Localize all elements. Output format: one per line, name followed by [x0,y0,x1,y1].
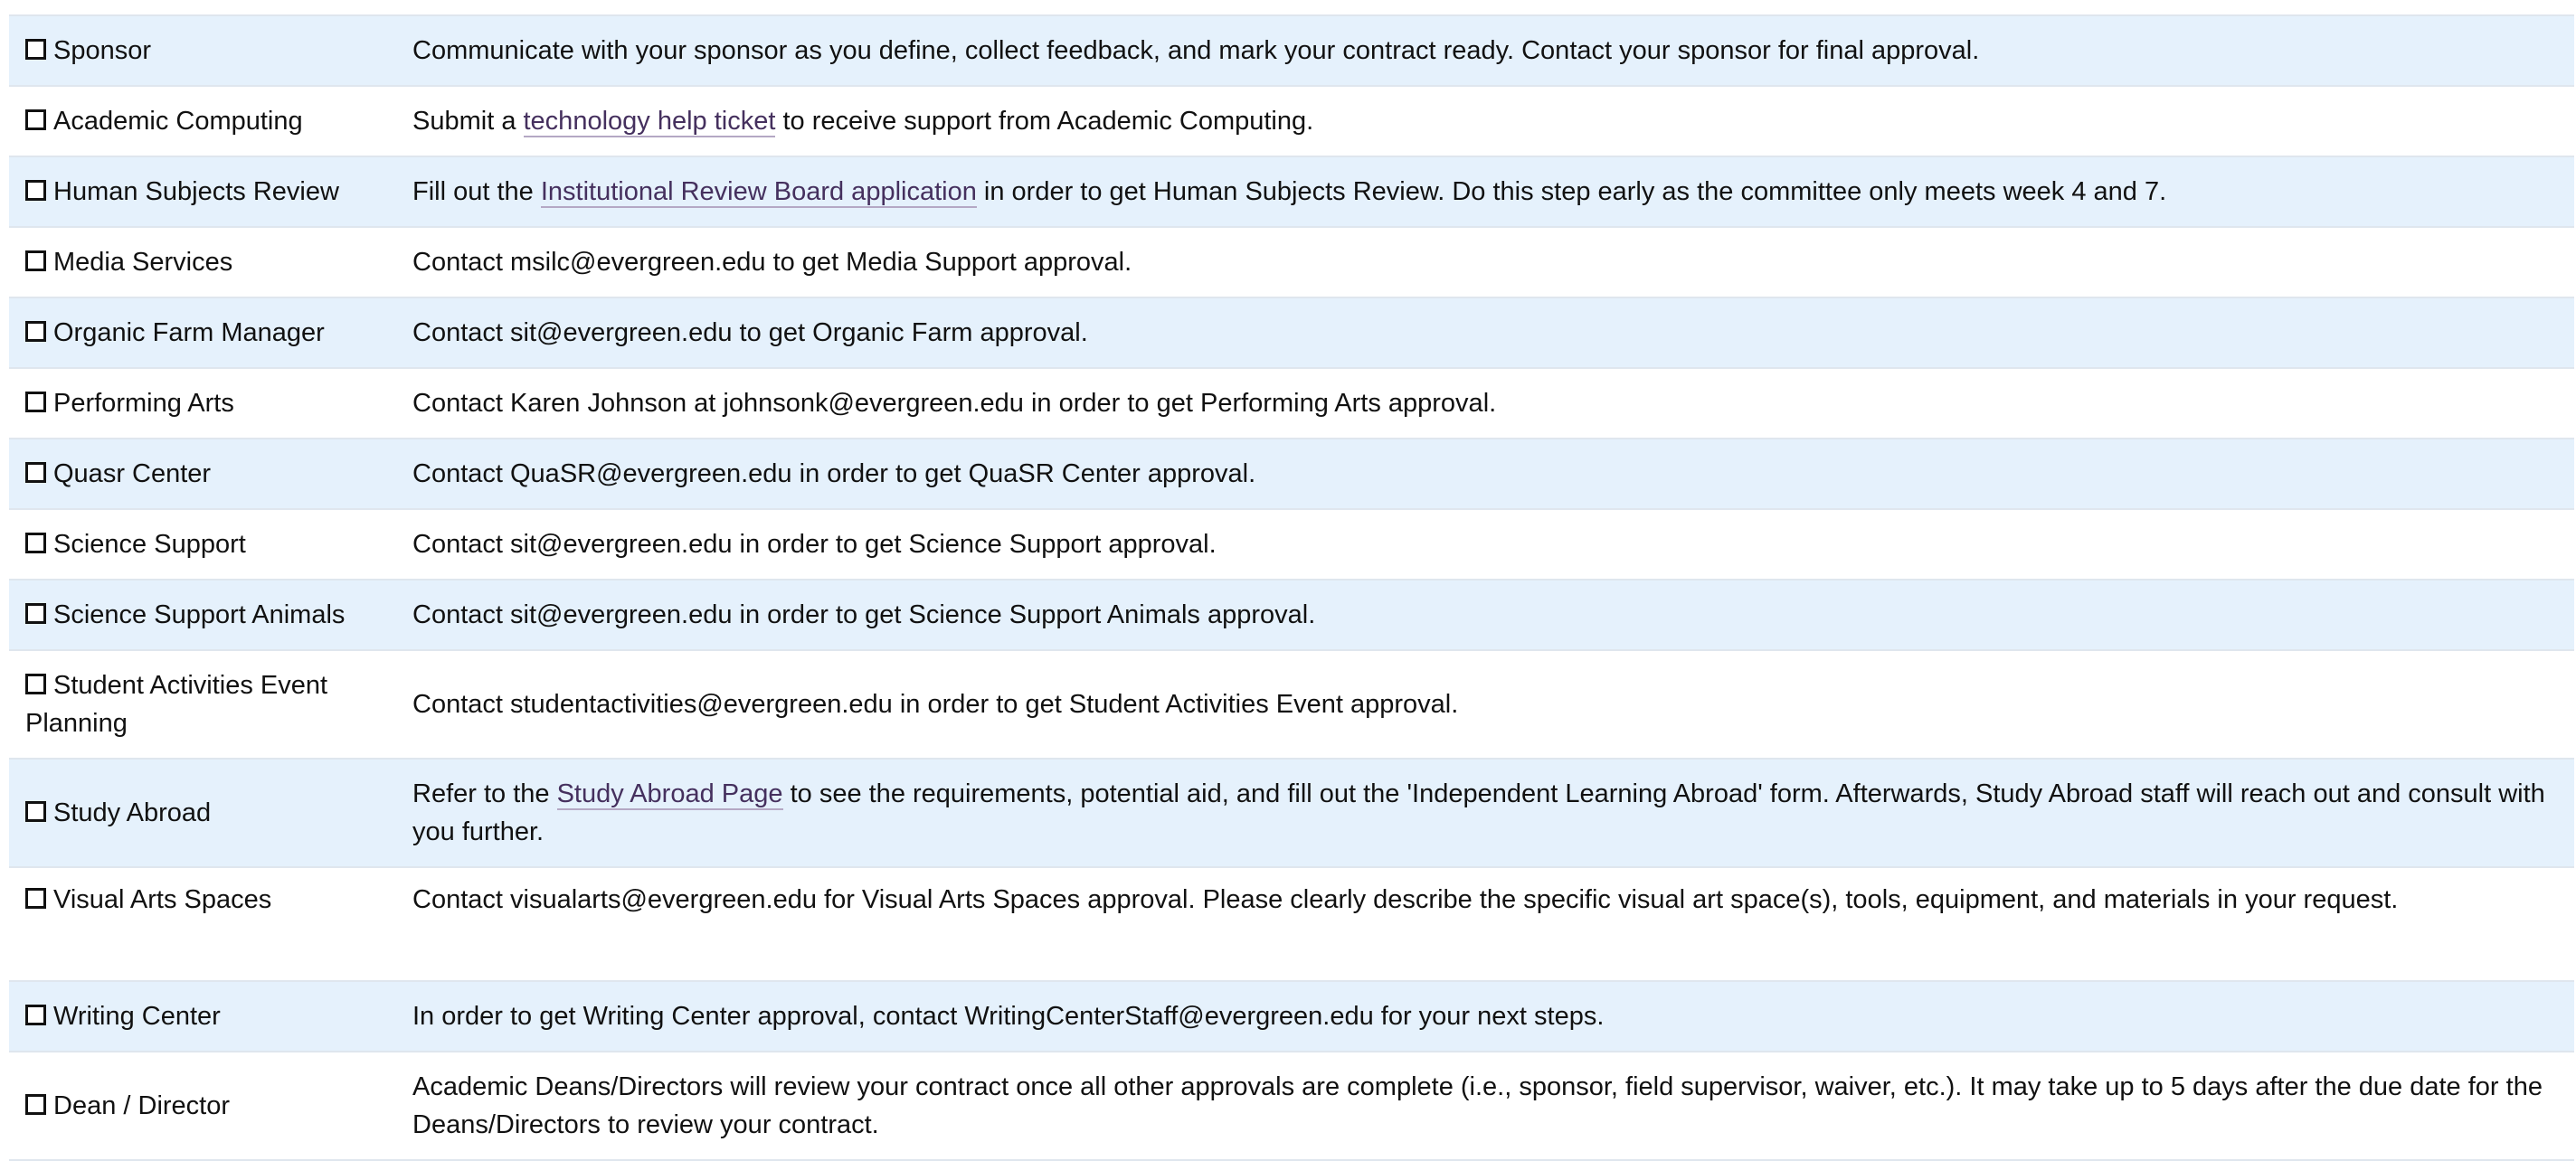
approval-name-cell [9,227,412,297]
approval-checkbox-science-support[interactable] [25,533,46,553]
approval-checkbox-writing-center[interactable] [25,1005,46,1025]
approval-name-cell [9,580,412,650]
approval-name: Dean / Director [53,1091,231,1120]
link-institutional-review-board-application[interactable]: Institutional Review Board application [540,177,977,206]
approval-checkbox-organic-farm-manager[interactable] [25,321,46,342]
description-text: Contact Karen Johnson at johnsonk@evergreen.edu in order to get Performing Arts approval. [412,389,1497,418]
approval-name: Sponsor [53,36,152,65]
link-technology-help-ticket[interactable]: technology help ticket [523,107,776,136]
description-text: Contact studentactivities@evergreen.edu in order to get Student Activities Event approval. [412,690,1459,719]
description-text: Contact sit@evergreen.edu to get Organic Farm approval. [412,318,1088,347]
description-text: Contact sit@evergreen.edu in order to get Science Support approval. [412,530,1217,559]
description-text: to receive support from Academic Computing. [775,107,1314,136]
approval-name: Study Abroad [53,798,212,827]
approval-description [412,580,2574,650]
approval-name: Science Support [53,530,246,559]
approval-name-cell [9,15,412,86]
approval-name: Writing Center [53,1002,221,1031]
approval-description [412,156,2574,227]
approval-description [412,509,2574,580]
approval-name: Media Services [53,248,233,277]
approvals-table [9,14,2574,1161]
approval-checkbox-dean-director[interactable] [25,1094,46,1115]
description-text: Fill out the [412,177,541,206]
approval-description [412,297,2574,368]
approval-checkbox-student-activities-event-planning[interactable] [25,674,46,694]
approval-name-cell [9,867,412,981]
description-text: Contact msilc@evergreen.edu to get Media Support approval. [412,248,1132,277]
approval-row-academic-computing [9,86,2574,156]
approval-name-cell [9,297,412,368]
approval-checkbox-study-abroad[interactable] [25,801,46,822]
approval-checkbox-human-subjects-review[interactable] [25,180,46,201]
approval-row-dean-director [9,1052,2574,1160]
approval-name-cell [9,759,412,867]
approval-row-organic-farm-manager [9,297,2574,368]
approval-description [412,439,2574,509]
approval-row-performing-arts [9,368,2574,439]
description-text: In order to get Writing Center approval, contact WritingCenterStaff@evergreen.edu for your next steps. [412,1002,1605,1031]
approval-row-human-subjects-review [9,156,2574,227]
approval-checkbox-sponsor[interactable] [25,39,46,60]
approval-checkbox-science-support-animals[interactable] [25,603,46,624]
approval-checkbox-visual-arts-spaces[interactable] [25,888,46,909]
description-text: in order to get Human Subjects Review. Do this step early as the committee only meets week 4 and 7. [976,177,2167,206]
description-text: Submit a [412,107,524,136]
approval-row-science-support [9,509,2574,580]
approval-row-science-support-animals [9,580,2574,650]
approval-row-sponsor [9,15,2574,86]
approval-name: Human Subjects Review [53,177,339,206]
approval-row-media-services [9,227,2574,297]
approval-description [412,759,2574,867]
description-text: Contact QuaSR@evergreen.edu in order to get QuaSR Center approval. [412,459,1256,488]
approval-name-cell [9,368,412,439]
approval-description [412,86,2574,156]
approval-row-study-abroad [9,759,2574,867]
approval-description [412,650,2574,759]
approval-description [412,227,2574,297]
approval-description [412,15,2574,86]
approval-name-cell [9,981,412,1052]
approval-name-cell [9,439,412,509]
approval-name: Science Support Animals [53,600,346,629]
description-text: Contact sit@evergreen.edu in order to get Science Support Animals approval. [412,600,1316,629]
approval-name: Quasr Center [53,459,212,488]
approval-name-cell [9,86,412,156]
approval-checkbox-media-services[interactable] [25,250,46,271]
approval-name: Performing Arts [53,389,234,418]
approval-description [412,981,2574,1052]
approval-name-cell [9,1052,412,1160]
description-text: Communicate with your sponsor as you define, collect feedback, and mark your contract ready. Contact your sponsor for final approval. [412,36,1980,65]
approval-name: Visual Arts Spaces [53,885,272,914]
description-text: Contact visualarts@evergreen.edu for Visual Arts Spaces approval. Please clearly describe the specific visual art space(s), tools, equipment, and materials in your request. [412,885,2399,914]
description-text: Refer to the [412,779,557,808]
approval-row-quasr-center [9,439,2574,509]
approval-row-student-activities-event-planning [9,650,2574,759]
approval-description [412,1052,2574,1160]
approval-name-cell [9,156,412,227]
approval-description [412,368,2574,439]
approval-name-cell [9,650,412,759]
approval-name-cell [9,509,412,580]
description-text: Academic Deans/Directors will review your contract once all other approvals are complete (i.e., sponsor, field supervisor, waiver, etc.). It may take up to 5 days after the due date for the Deans/Directors to review your contract. [412,1072,2543,1139]
approval-name: Student Activities Event Planning [25,671,328,738]
approval-checkbox-quasr-center[interactable] [25,462,46,483]
approval-name: Organic Farm Manager [53,318,325,347]
approval-checkbox-academic-computing[interactable] [25,109,46,130]
approval-checkbox-performing-arts[interactable] [25,392,46,412]
approval-name: Academic Computing [53,107,303,136]
link-study-abroad-page[interactable]: Study Abroad Page [556,779,783,808]
approval-description [412,867,2574,981]
approvals-table-body [9,15,2574,1160]
approval-row-writing-center [9,981,2574,1052]
approval-row-visual-arts-spaces [9,867,2574,981]
description-text: to see the requirements, potential aid, and fill out the 'Independent Learning Abroad' form. Afterwards, Study Abroad staff will reach out and consult with you further. [412,779,2545,846]
